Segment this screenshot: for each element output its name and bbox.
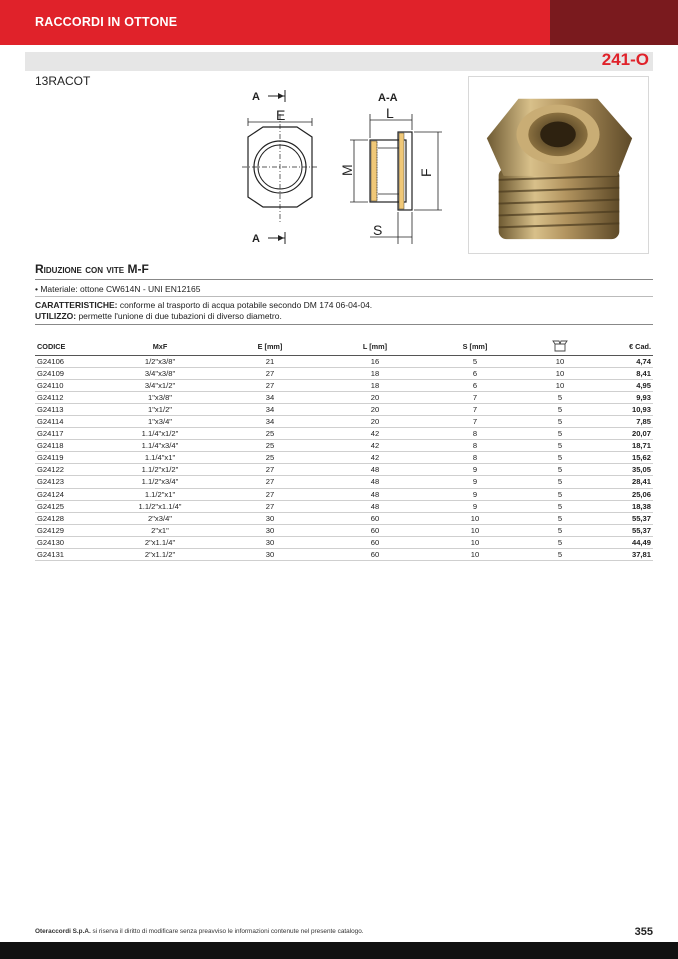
cell-codice: G24117 xyxy=(35,428,105,440)
table-row xyxy=(35,524,653,536)
table-row xyxy=(35,391,653,403)
use-label: UTILIZZO: xyxy=(35,311,77,321)
cell-codice: G24124 xyxy=(35,488,105,500)
footer-company: Oteraccordi S.p.A. xyxy=(35,928,91,935)
cell-mxf: 2"x1" xyxy=(105,524,215,536)
header-mxf: MxF xyxy=(105,339,215,355)
title-divider xyxy=(35,279,653,280)
header-price: € Cad. xyxy=(595,339,653,355)
cell-s: 5 xyxy=(425,355,525,367)
cell-pack: 5 xyxy=(525,464,595,476)
table-row xyxy=(35,512,653,524)
cell-e: 27 xyxy=(215,488,325,500)
cell-mxf: 3/4"x3/8" xyxy=(105,367,215,379)
cell-price: 8,41 xyxy=(595,367,653,379)
header-e: E [mm] xyxy=(215,339,325,355)
header-s: S [mm] xyxy=(425,339,525,355)
cell-s: 10 xyxy=(425,512,525,524)
cell-mxf: 1.1/4"x3/4" xyxy=(105,440,215,452)
label-s: S xyxy=(373,222,383,238)
cell-e: 25 xyxy=(215,440,325,452)
cell-l: 60 xyxy=(325,524,425,536)
cell-s: 9 xyxy=(425,500,525,512)
features-text: conforme al trasporto di acqua potabile secondo DM 174 06-04-04. xyxy=(117,300,373,310)
cell-mxf: 1"x1/2" xyxy=(105,403,215,415)
cell-mxf: 2"x1.1/2" xyxy=(105,549,215,561)
cell-e: 25 xyxy=(215,452,325,464)
header-codice: CODICE xyxy=(35,339,105,355)
cell-e: 30 xyxy=(215,536,325,548)
label-f: F xyxy=(418,168,434,177)
cell-mxf: 1"x3/8" xyxy=(105,391,215,403)
cell-e: 27 xyxy=(215,500,325,512)
table-row xyxy=(35,476,653,488)
cell-s: 10 xyxy=(425,549,525,561)
table-row xyxy=(35,488,653,500)
cell-price: 28,41 xyxy=(595,476,653,488)
cell-price: 18,71 xyxy=(595,440,653,452)
cell-price: 37,81 xyxy=(595,549,653,561)
table-header-row xyxy=(35,339,653,355)
cell-e: 21 xyxy=(215,355,325,367)
cell-pack: 5 xyxy=(525,536,595,548)
footer-note: si riserva il diritto di modificare senza preavviso le informazioni contenute nel presente catalogo. xyxy=(90,928,364,935)
cell-price: 55,37 xyxy=(595,524,653,536)
header-l: L [mm] xyxy=(325,339,425,355)
cell-pack: 5 xyxy=(525,440,595,452)
cell-mxf: 2"x3/4" xyxy=(105,512,215,524)
cell-codice: G24112 xyxy=(35,391,105,403)
cell-s: 6 xyxy=(425,379,525,391)
table-row xyxy=(35,536,653,548)
cell-e: 34 xyxy=(215,415,325,427)
cell-e: 27 xyxy=(215,367,325,379)
cell-pack: 5 xyxy=(525,428,595,440)
cell-l: 48 xyxy=(325,476,425,488)
cell-s: 8 xyxy=(425,440,525,452)
header-bar-dark-block xyxy=(550,0,678,45)
footer-disclaimer xyxy=(35,928,364,935)
table-row xyxy=(35,464,653,476)
cell-s: 7 xyxy=(425,391,525,403)
cell-s: 10 xyxy=(425,536,525,548)
cell-l: 48 xyxy=(325,464,425,476)
cell-l: 48 xyxy=(325,488,425,500)
cell-codice: G24125 xyxy=(35,500,105,512)
cell-mxf: 1.1/2"x1.1/4" xyxy=(105,500,215,512)
footer-bar xyxy=(0,942,678,959)
cell-s: 8 xyxy=(425,452,525,464)
features-label: CARATTERISTICHE: xyxy=(35,300,118,310)
table-row xyxy=(35,355,653,367)
cell-codice: G24114 xyxy=(35,415,105,427)
cell-codice: G24122 xyxy=(35,464,105,476)
cell-pack: 5 xyxy=(525,391,595,403)
cell-price: 4,95 xyxy=(595,379,653,391)
cell-s: 9 xyxy=(425,488,525,500)
cell-pack: 10 xyxy=(525,379,595,391)
product-photo xyxy=(468,76,649,254)
cell-pack: 5 xyxy=(525,500,595,512)
cell-e: 25 xyxy=(215,428,325,440)
price-table xyxy=(35,339,653,561)
cell-price: 18,38 xyxy=(595,500,653,512)
cell-price: 20,07 xyxy=(595,428,653,440)
cell-codice: G24109 xyxy=(35,367,105,379)
cell-e: 27 xyxy=(215,464,325,476)
cell-pack: 5 xyxy=(525,403,595,415)
table-row xyxy=(35,500,653,512)
cell-pack: 10 xyxy=(525,367,595,379)
cell-mxf: 1/2"x3/8" xyxy=(105,355,215,367)
header-bar xyxy=(0,0,678,45)
table-row xyxy=(35,428,653,440)
cell-l: 48 xyxy=(325,500,425,512)
cell-codice: G24118 xyxy=(35,440,105,452)
cell-price: 7,85 xyxy=(595,415,653,427)
cell-l: 60 xyxy=(325,536,425,548)
cell-price: 4,74 xyxy=(595,355,653,367)
cell-codice: G24131 xyxy=(35,549,105,561)
cell-mxf: 1.1/2"x1" xyxy=(105,488,215,500)
table-row xyxy=(35,379,653,391)
table-row xyxy=(35,415,653,427)
cell-l: 18 xyxy=(325,367,425,379)
cell-l: 42 xyxy=(325,428,425,440)
cell-l: 20 xyxy=(325,403,425,415)
cell-pack: 5 xyxy=(525,549,595,561)
cell-mxf: 1.1/4"x1/2" xyxy=(105,428,215,440)
product-code-bar xyxy=(25,52,653,71)
cell-s: 8 xyxy=(425,428,525,440)
cell-mxf: 3/4"x1/2" xyxy=(105,379,215,391)
table-body xyxy=(35,355,653,561)
cell-e: 30 xyxy=(215,524,325,536)
cell-pack: 5 xyxy=(525,452,595,464)
cell-price: 55,37 xyxy=(595,512,653,524)
cell-mxf: 1.1/2"x1/2" xyxy=(105,464,215,476)
technical-drawing xyxy=(230,82,450,252)
cell-pack: 5 xyxy=(525,488,595,500)
characteristics-block xyxy=(35,300,372,322)
cell-codice: G24106 xyxy=(35,355,105,367)
cell-mxf: 1.1/4"x1" xyxy=(105,452,215,464)
cell-codice: G24130 xyxy=(35,536,105,548)
catalog-subtitle: 13RACOT xyxy=(35,74,91,88)
cell-l: 18 xyxy=(325,379,425,391)
cell-e: 27 xyxy=(215,476,325,488)
cell-mxf: 1"x3/4" xyxy=(105,415,215,427)
cell-e: 34 xyxy=(215,391,325,403)
cell-price: 35,05 xyxy=(595,464,653,476)
cell-s: 9 xyxy=(425,464,525,476)
label-a-top: A xyxy=(252,91,260,103)
product-title: Riduzione con vite M-F xyxy=(35,262,149,276)
cell-e: 27 xyxy=(215,379,325,391)
cell-s: 10 xyxy=(425,524,525,536)
cell-mxf: 1.1/2"x3/4" xyxy=(105,476,215,488)
table-row xyxy=(35,549,653,561)
label-a-bottom: A xyxy=(252,233,260,245)
cell-codice: G24128 xyxy=(35,512,105,524)
cell-l: 42 xyxy=(325,452,425,464)
cell-pack: 5 xyxy=(525,415,595,427)
section-title: RACCORDI IN OTTONE xyxy=(35,15,178,29)
cell-price: 15,62 xyxy=(595,452,653,464)
cell-price: 9,93 xyxy=(595,391,653,403)
cell-s: 6 xyxy=(425,367,525,379)
cell-pack: 10 xyxy=(525,355,595,367)
characteristics-divider xyxy=(35,324,653,325)
cell-mxf: 2"x1.1/4" xyxy=(105,536,215,548)
label-m: M xyxy=(339,164,355,176)
cell-price: 25,06 xyxy=(595,488,653,500)
cell-e: 30 xyxy=(215,549,325,561)
cell-s: 7 xyxy=(425,403,525,415)
cell-pack: 5 xyxy=(525,476,595,488)
cell-l: 60 xyxy=(325,549,425,561)
product-code: 241-O xyxy=(601,50,649,69)
cell-codice: G24123 xyxy=(35,476,105,488)
cell-e: 30 xyxy=(215,512,325,524)
cell-l: 60 xyxy=(325,512,425,524)
label-e: E xyxy=(276,107,286,123)
cell-codice: G24113 xyxy=(35,403,105,415)
table-row xyxy=(35,367,653,379)
label-l: L xyxy=(386,105,394,121)
cell-l: 42 xyxy=(325,440,425,452)
use-text: permette l'unione di due tubazioni di diverso diametro. xyxy=(76,311,282,321)
table-row xyxy=(35,452,653,464)
label-aa: A-A xyxy=(378,92,398,104)
page-number: 355 xyxy=(634,926,653,938)
cell-price: 44,49 xyxy=(595,536,653,548)
cell-pack: 5 xyxy=(525,524,595,536)
cell-codice: G24110 xyxy=(35,379,105,391)
cell-pack: 5 xyxy=(525,512,595,524)
cell-e: 34 xyxy=(215,403,325,415)
cell-s: 9 xyxy=(425,476,525,488)
cell-s: 7 xyxy=(425,415,525,427)
header-pack xyxy=(525,339,595,355)
material-divider xyxy=(35,296,653,297)
material-line: • Materiale: ottone CW614N - UNI EN12165 xyxy=(35,284,201,294)
cell-l: 16 xyxy=(325,355,425,367)
cell-l: 20 xyxy=(325,415,425,427)
table-row xyxy=(35,440,653,452)
cell-codice: G24129 xyxy=(35,524,105,536)
cell-price: 10,93 xyxy=(595,403,653,415)
cell-codice: G24119 xyxy=(35,452,105,464)
table-row xyxy=(35,403,653,415)
box-icon xyxy=(551,340,569,352)
cell-l: 20 xyxy=(325,391,425,403)
